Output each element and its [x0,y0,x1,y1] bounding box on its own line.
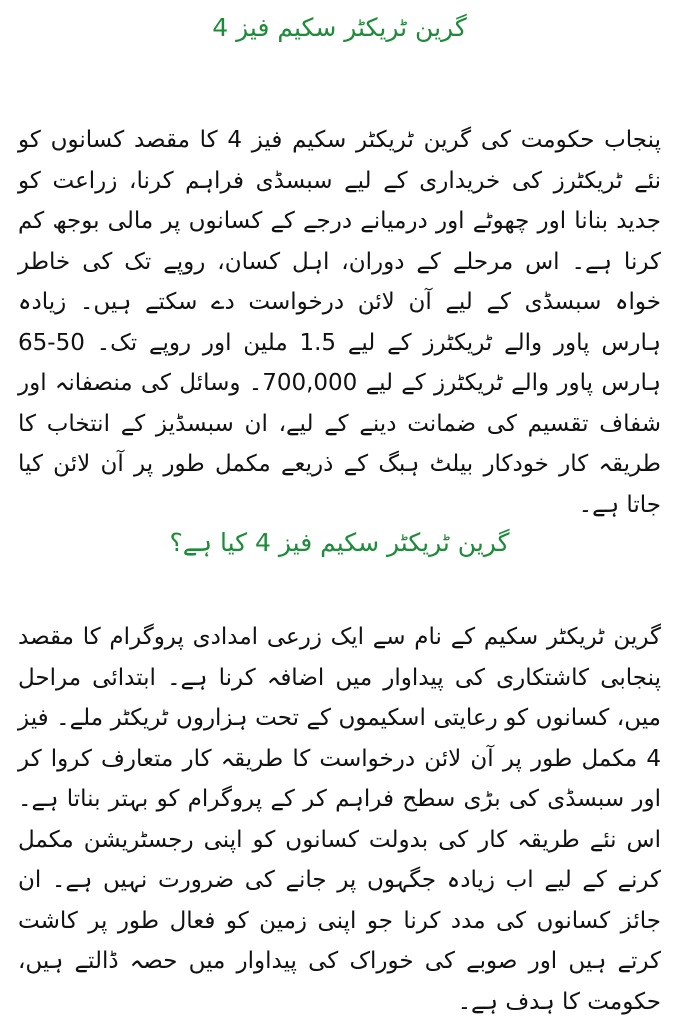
section-subheading: گرین ٹریکٹر سکیم فیز 4 کیا ہے؟ [169,528,510,557]
article-title: گرین ٹریکٹر سکیم فیز 4 [212,13,467,42]
body-paragraph: گرین ٹریکٹر سکیم کے نام سے ایک زرعی امدادی پروگرام کا مقصد پنجابی کاشتکاری کی پیداوار میں اضافہ کرنا ہے۔ ابتدائی مراحل میں، کسانوں کو رعایتی اسکیموں کے تحت ہزاروں ٹریکٹر ملے۔ فیز 4 مکمل طور پر آن لائن درخواست کا طریقہ کار متعارف کروا کر اور سبسڈی کی بڑی سطح فراہم کر کے پروگرام کو بہتر بناتا ہے۔ اس نئے طریقہ کار کی بدولت کسانوں کو اپنی رجسٹریشن مکمل کرنے کے لیے اب زیادہ جگہوں پر جانے کی ضرورت نہیں ہے۔ ان جائز کسانوں کی مدد کرنا جو اپنی زمین کو فعال طور پر کاشت کرتے ہیں اور صوبے کی خوراک کی پیداوار میں حصہ ڈالتے ہیں، حکومت کا ہدف ہے۔ [18,624,661,1015]
article [0,10,683,1022]
intro-paragraph: پنجاب حکومت کی گرین ٹریکٹر سکیم فیز 4 کا مقصد کسانوں کو نئے ٹریکٹرز کی خریداری کے لیے سبسڈی فراہم کرنا، زراعت کو جدید بنانا اور چھوٹے اور درمیانے درجے کے کسانوں پر مالی بوجھ کم کرنا ہے۔ اس مرحلے کے دوران، اہل کسان، روپے تک کی خاطر خواہ سبسڈی کے لیے آن لائن درخواست دے سکتے ہیں۔ زیادہ ہارس پاور والے ٹریکٹرز کے لیے 1.5 ملین اور روپے تک۔ 50-65 ہارس پاور والے ٹریکٹرز کے لیے 700,000۔ وسائل کی منصفانہ اور شفاف تقسیم کی ضمانت دینے کے لیے، ان سبسڈیز کے انتخاب کا طریقہ کار خودکار بیلٹ ہبگ کے ذریعے مکمل طور پر آن لائن کیا جاتا ہے۔ [18,127,662,518]
